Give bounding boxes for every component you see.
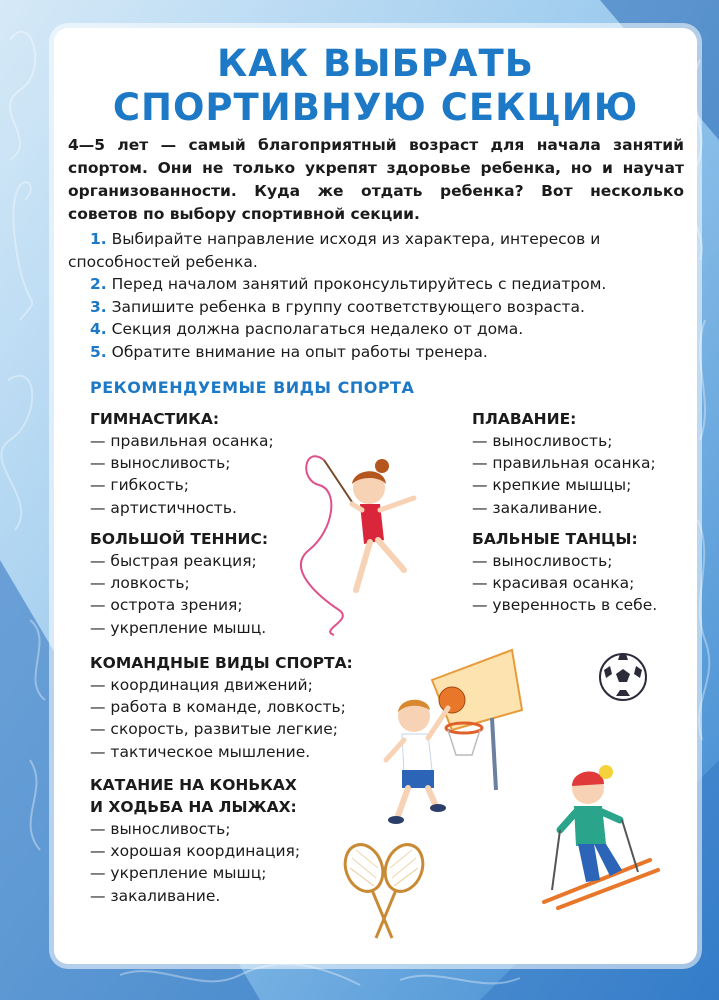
soccer-ball-illustration bbox=[598, 652, 648, 702]
benefit-item: — выносливость; bbox=[472, 432, 613, 450]
sport-name-line1: КАТАНИЕ НА КОНЬКАХ bbox=[90, 776, 297, 794]
benefit-item: — выносливость; bbox=[472, 552, 613, 570]
sport-tennis bbox=[90, 528, 268, 639]
gymnast-illustration bbox=[294, 440, 424, 640]
benefit-item: — работа в команде, ловкость; bbox=[90, 698, 346, 717]
tip-text: Секция должна располагаться недалеко от дома. bbox=[111, 320, 524, 338]
page-title-line2: СПОРТИВНУЮ СЕКЦИЮ bbox=[112, 86, 639, 129]
benefit-item: — координация движений; bbox=[90, 676, 313, 694]
tip-text: Выбирайте направление исходя из характера, интересов и способностей ребенка. bbox=[68, 230, 601, 271]
page-title-line1: КАК ВЫБРАТЬ bbox=[217, 42, 534, 85]
sport-gymnastics bbox=[90, 408, 274, 519]
benefit-item: — гибкость; bbox=[90, 476, 189, 495]
tip-text: Обратите внимание на опыт работы тренера. bbox=[111, 342, 488, 361]
tip-number: 1. bbox=[90, 230, 107, 248]
sport-skating-skiing bbox=[90, 774, 300, 907]
sport-name: БОЛЬШОЙ ТЕННИС: bbox=[90, 530, 269, 548]
benefit-item: — укрепление мышц. bbox=[90, 618, 267, 637]
benefit-item: — хорошая координация; bbox=[90, 842, 301, 861]
benefit-item: — выносливость; bbox=[90, 820, 231, 838]
skier-illustration bbox=[538, 760, 668, 910]
benefit-item: — правильная осанка; bbox=[472, 454, 656, 473]
tips-list bbox=[68, 228, 684, 363]
intro-paragraph: 4—5 лет — самый благоприятный возраст для начала занятий спортом. Они не только укрепят здоровье ребенка, но и научат организованности. Куда же отдать ребенка? Вот несколько советов по выбору спортивной секции. bbox=[68, 136, 684, 223]
benefit-item: — выносливость; bbox=[90, 454, 231, 473]
content-card bbox=[54, 28, 697, 964]
tip-number: 4. bbox=[90, 320, 107, 338]
sport-swimming bbox=[472, 408, 656, 519]
tip-number: 2. bbox=[90, 275, 107, 293]
benefit-item: — быстрая реакция; bbox=[90, 552, 257, 570]
basketball-illustration bbox=[372, 640, 532, 840]
sport-name: ПЛАВАНИЕ: bbox=[472, 410, 577, 428]
tip-text: Перед началом занятий проконсультируйтесь с педиатром. bbox=[111, 275, 607, 293]
tip-number: 3. bbox=[90, 297, 107, 316]
benefit-item: — скорость, развитые легкие; bbox=[90, 720, 338, 739]
recommended-sports-heading: РЕКОМЕНДУЕМЫЕ ВИДЫ СПОРТА bbox=[90, 378, 415, 397]
benefit-item: — ловкость; bbox=[90, 574, 190, 593]
tip-item bbox=[68, 318, 684, 341]
benefit-item: — красивая осанка; bbox=[472, 574, 635, 593]
sport-team bbox=[90, 652, 353, 763]
benefit-item: — правильная осанка; bbox=[90, 432, 274, 450]
sport-ballroom-dancing bbox=[472, 528, 657, 617]
tip-number: 5. bbox=[90, 342, 107, 361]
tip-item bbox=[68, 341, 684, 364]
benefit-item: — закаливание. bbox=[472, 498, 603, 517]
benefit-item: — тактическое мышление. bbox=[90, 742, 311, 761]
sport-name: ГИМНАСТИКА: bbox=[90, 410, 220, 428]
sport-name: БАЛЬНЫЕ ТАНЦЫ: bbox=[472, 530, 638, 548]
tip-item bbox=[68, 273, 684, 296]
benefit-item: — уверенность в себе. bbox=[472, 596, 658, 615]
benefit-item: — укрепление мышц; bbox=[90, 864, 267, 883]
tennis-rackets-illustration bbox=[340, 838, 430, 948]
tip-item bbox=[68, 296, 684, 319]
sport-name-line2: И ХОДЬБА НА ЛЫЖАХ: bbox=[90, 798, 297, 816]
benefit-item: — крепкие мышцы; bbox=[472, 476, 632, 495]
benefit-item: — артистичность. bbox=[90, 498, 237, 517]
sport-name: КОМАНДНЫЕ ВИДЫ СПОРТА: bbox=[90, 654, 353, 672]
tip-item bbox=[68, 228, 684, 273]
benefit-item: — острота зрения; bbox=[90, 596, 243, 615]
tip-text: Запишите ребенка в группу соответствующего возраста. bbox=[111, 297, 585, 316]
benefit-item: — закаливание. bbox=[90, 886, 221, 905]
